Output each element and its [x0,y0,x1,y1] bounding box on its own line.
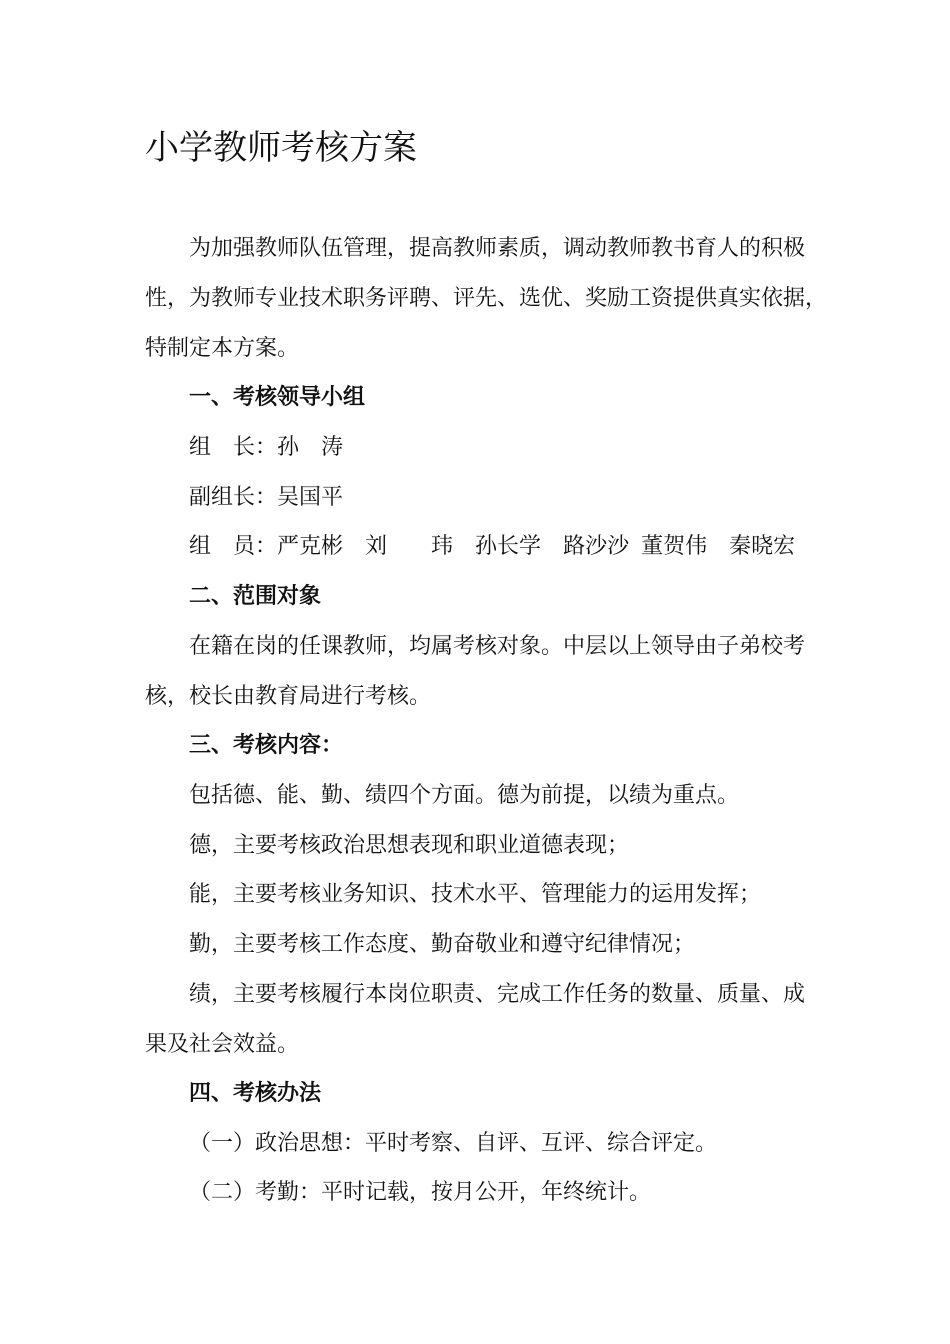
scope-line-1: 在籍在岗的任课教师，均属考核对象。中层以上领导由子弟校考 [189,634,806,659]
content-line-1: 包括德、能、勤、绩四个方面。德为前提，以绩为重点。 [189,783,740,808]
section-heading-methods: 四、考核办法 [189,1081,322,1106]
member-name: 董贺伟 [641,534,708,559]
content-line-6: 果及社会效益。 [145,1032,300,1057]
deputy-row [189,473,343,523]
member-name: 秦晓宏 [729,534,796,559]
content-line-4: 勤，主要考核工作态度、勤奋敬业和遵守纪律情况； [189,932,696,957]
intro-line-3: 特制定本方案。 [145,336,300,361]
content-line-5: 绩，主要考核履行本岗位职责、完成工作任务的数量、质量、成 [189,982,806,1007]
member-name: 严克彬 [277,534,344,559]
members-label: 组 员： [189,534,278,559]
members-row [189,522,795,572]
leader-name: 孙 涛 [277,435,344,460]
member-name: 路沙沙 [563,534,630,559]
deputy-label: 副组长： [189,485,278,510]
deputy-name: 吴国平 [277,485,344,510]
section-heading-leadership: 一、考核领导小组 [189,385,366,410]
methods-line-1: （一）政治思想：平时考察、自评、互评、综合评定。 [189,1131,718,1156]
member-name: 孙长学 [475,534,542,559]
content-line-3: 能，主要考核业务知识、技术水平、管理能力的运用发挥； [189,882,762,907]
content-line-2: 德，主要考核政治思想表现和职业道德表现； [189,833,630,858]
leader-row [189,423,343,473]
intro-line-1: 为加强教师队伍管理，提高教师素质，调动教师教书育人的积极 [189,236,806,261]
methods-line-2: （二）考勤：平时记载，按月公开，年终统计。 [189,1180,652,1205]
section-heading-content: 三、考核内容： [189,733,344,758]
member-name: 刘 玮 [365,534,454,559]
scope-line-2: 核，校长由教育局进行考核。 [145,684,432,709]
section-heading-scope: 二、范围对象 [189,584,322,609]
intro-line-2: 性，为教师专业技术职务评聘、评先、选优、奖励工资提供真实依据， [145,286,828,311]
document-title: 小学教师考核方案 [145,128,417,168]
leader-label: 组 长： [189,435,278,460]
